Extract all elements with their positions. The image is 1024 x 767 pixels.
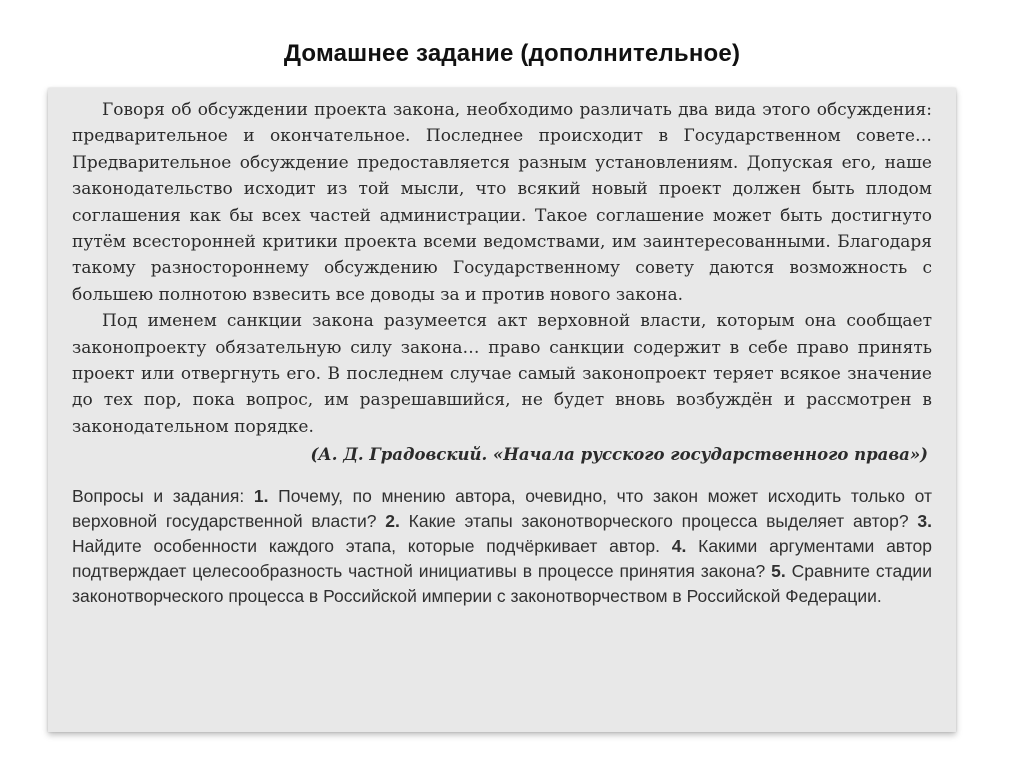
scanned-textbook-excerpt <box>48 88 956 732</box>
page-title: Домашнее задание (дополнительное) <box>283 40 741 67</box>
question-1-number: 1. <box>253 486 269 507</box>
questions-intro: Вопросы и задания: <box>72 486 245 507</box>
question-3-text: Найдите особенности каждого этапа, которые подчёркивает автор. <box>72 536 660 557</box>
question-2-number: 2. <box>385 511 400 532</box>
question-3-number: 3. <box>917 511 932 532</box>
question-2-text: Какие этапы законотворческого процесса выделяет автор? <box>408 511 909 532</box>
excerpt-citation: (А. Д. Градовский. «Начала русского государственного права») <box>310 445 928 465</box>
excerpt-paragraph-1: Говоря об обсуждении проекта закона, необходимо различать два вида этого обсуждения: предварительное и окончательное. Последнее происходит в Государственном совете… Предварительное обсуждение предоставляется разным установлениям. Допуская его, наше законодательство исходит из той мысли, что всякий новый проект должен быть плодом соглашения как бы всех частей администрации. Такое соглашение может быть достигнуто путём всесторонней критики проекта всеми ведомствами, им заинтересованными. Благодаря такому разностороннему обсуждению Государственному совету даются возможность с большею полнотою взвесить все доводы за и против нового закона. <box>72 100 932 305</box>
question-4-text: Какими аргументами автор подтверждает целесообразность частной инициативы в процессе принятия закона? <box>72 536 932 582</box>
excerpt-paragraph-2: Под именем санкции закона разумеется акт верховной власти, которым она сообщает законопроекту обязательную силу закона… право санкции содержит в себе право принять проект или отвергнуть его. В последнем случае самый законопроект теряет всякое значение до тех пор, пока вопрос, им разрешавшийся, не будет вновь возбуждён и рассмотрен в законодательном порядке. <box>72 311 932 437</box>
question-4-number: 4. <box>671 536 687 557</box>
question-5-number: 5. <box>771 561 786 582</box>
questions-block <box>72 484 932 609</box>
question-5-text: Сравните стадии законотворческого процесса в Российской империи с законотворчеством в Российской Федерации. <box>72 561 932 607</box>
question-1-text: Почему, по мнению автора, очевидно, что закон может исходить только от верховной государственной власти? <box>72 486 932 532</box>
